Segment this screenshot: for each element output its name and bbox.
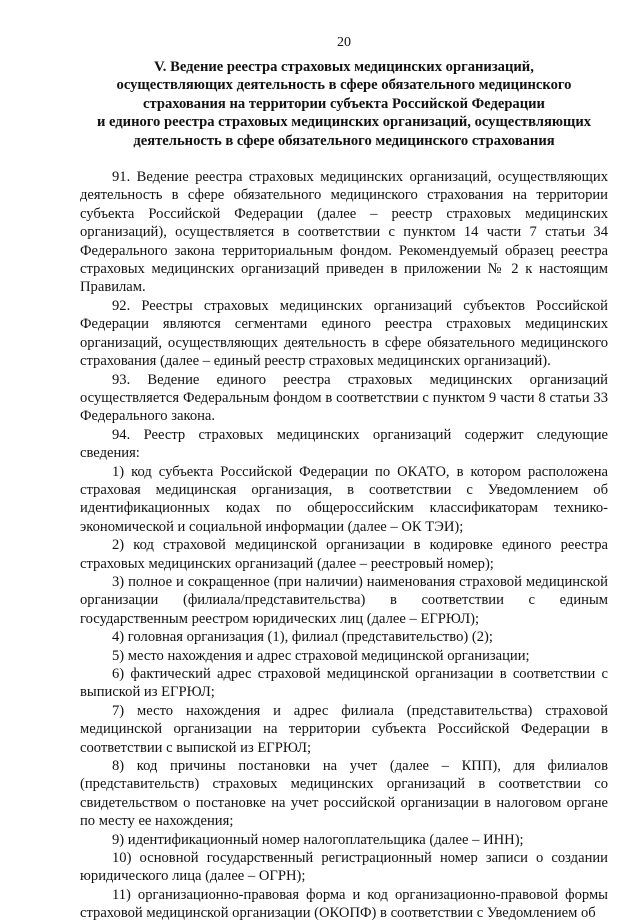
section-title-line: и единого реестра страховых медицинских организаций, осуществляющих bbox=[96, 114, 592, 131]
section-title-line: страхования на территории субъекта Российской Федерации bbox=[143, 95, 545, 112]
section-title-line: осуществляющих деятельность в сфере обязательного медицинского bbox=[116, 77, 572, 94]
paragraph-91: 91. Ведение реестра страховых медицинских организаций, осуществляющих деятельность в сфере обязательного медицинского страхования на территории субъекта Российской Федерации (далее – реестр страховых медицинских организаций), осуществляется в соответствии с пунктом 14 части 7 статьи 34 Федерального закона территориальным фондом. Рекомендуемый образец реестра страховых медицинских организаций приведен в приложении № 2 к настоящим Правилам. bbox=[80, 169, 608, 296]
document-page bbox=[80, 34, 608, 923]
section-title-line: V. Ведение реестра страховых медицинских организаций, bbox=[154, 59, 534, 75]
list-item-2: 2) код страховой медицинской организации в кодировке единого реестра страховых медицинских организаций (далее – реестровый номер); bbox=[80, 537, 608, 572]
page-number: 20 bbox=[337, 35, 351, 50]
list-item-3: 3) полное и сокращенное (при наличии) наименования страховой медицинской организации (филиала/представительства) в соответствии с единым государственным реестром юридических лиц (далее – ЕГРЮЛ); bbox=[80, 573, 608, 627]
list-item-6: 6) фактический адрес страховой медицинской организации в соответствии с выпиской из ЕГРЮЛ; bbox=[80, 666, 608, 701]
list-item-10: 10) основной государственный регистрационный номер записи о создании юридического лица (далее – ОГРН); bbox=[80, 850, 608, 885]
list-item-1: 1) код субъекта Российской Федерации по ОКАТО, в котором расположена страховая медицинская организация, в соответствии с Уведомлением об идентификационных кодах по общероссийским классификаторам технико-экономической и социальной информации (далее – ОК ТЭИ); bbox=[80, 463, 608, 535]
section-title bbox=[52, 58, 636, 150]
list-item-7: 7) место нахождения и адрес филиала (представительства) страховой медицинской организации на территории субъекта Российской Федерации в соответствии с выпиской из ЕГРЮЛ; bbox=[80, 702, 608, 756]
paragraph-94: 94. Реестр страховых медицинских организаций содержит следующие сведения: bbox=[80, 426, 608, 462]
paragraph-92: 92. Реестры страховых медицинских организаций субъектов Российской Федерации являются сегментами единого реестра страховых медицинских организаций, осуществляющих деятельность в сфере обязательного медицинского страхования (далее – единый реестр страховых медицинских организаций). bbox=[80, 297, 608, 370]
section-title-line: деятельность в сфере обязательного медицинского страхования bbox=[133, 132, 555, 149]
list-item-4: 4) головная организация (1), филиал (представительство) (2); bbox=[112, 629, 493, 646]
paragraph-93: 93. Ведение единого реестра страховых медицинских организаций осуществляется Федеральным фондом в соответствии с пунктом 9 части 8 статьи 33 Федерального закона. bbox=[80, 371, 608, 425]
list-item-11: 11) организационно-правовая форма и код организационно-правовой формы страховой медицинской организации (ОКОПФ) в соответствии с Уведомлением об bbox=[80, 886, 608, 922]
list-item-9: 9) идентификационный номер налогоплательщика (далее – ИНН); bbox=[112, 831, 524, 848]
list-item-8: 8) код причины постановки на учет (далее – КПП), для филиалов (представительств) страховых медицинских организаций в соответствии со свидетельством о постановке на учет российской организации в налоговом органе по месту ее нахождения; bbox=[80, 758, 608, 830]
list-item-5: 5) место нахождения и адрес страховой медицинской организации; bbox=[112, 647, 530, 664]
body-text bbox=[80, 168, 608, 923]
